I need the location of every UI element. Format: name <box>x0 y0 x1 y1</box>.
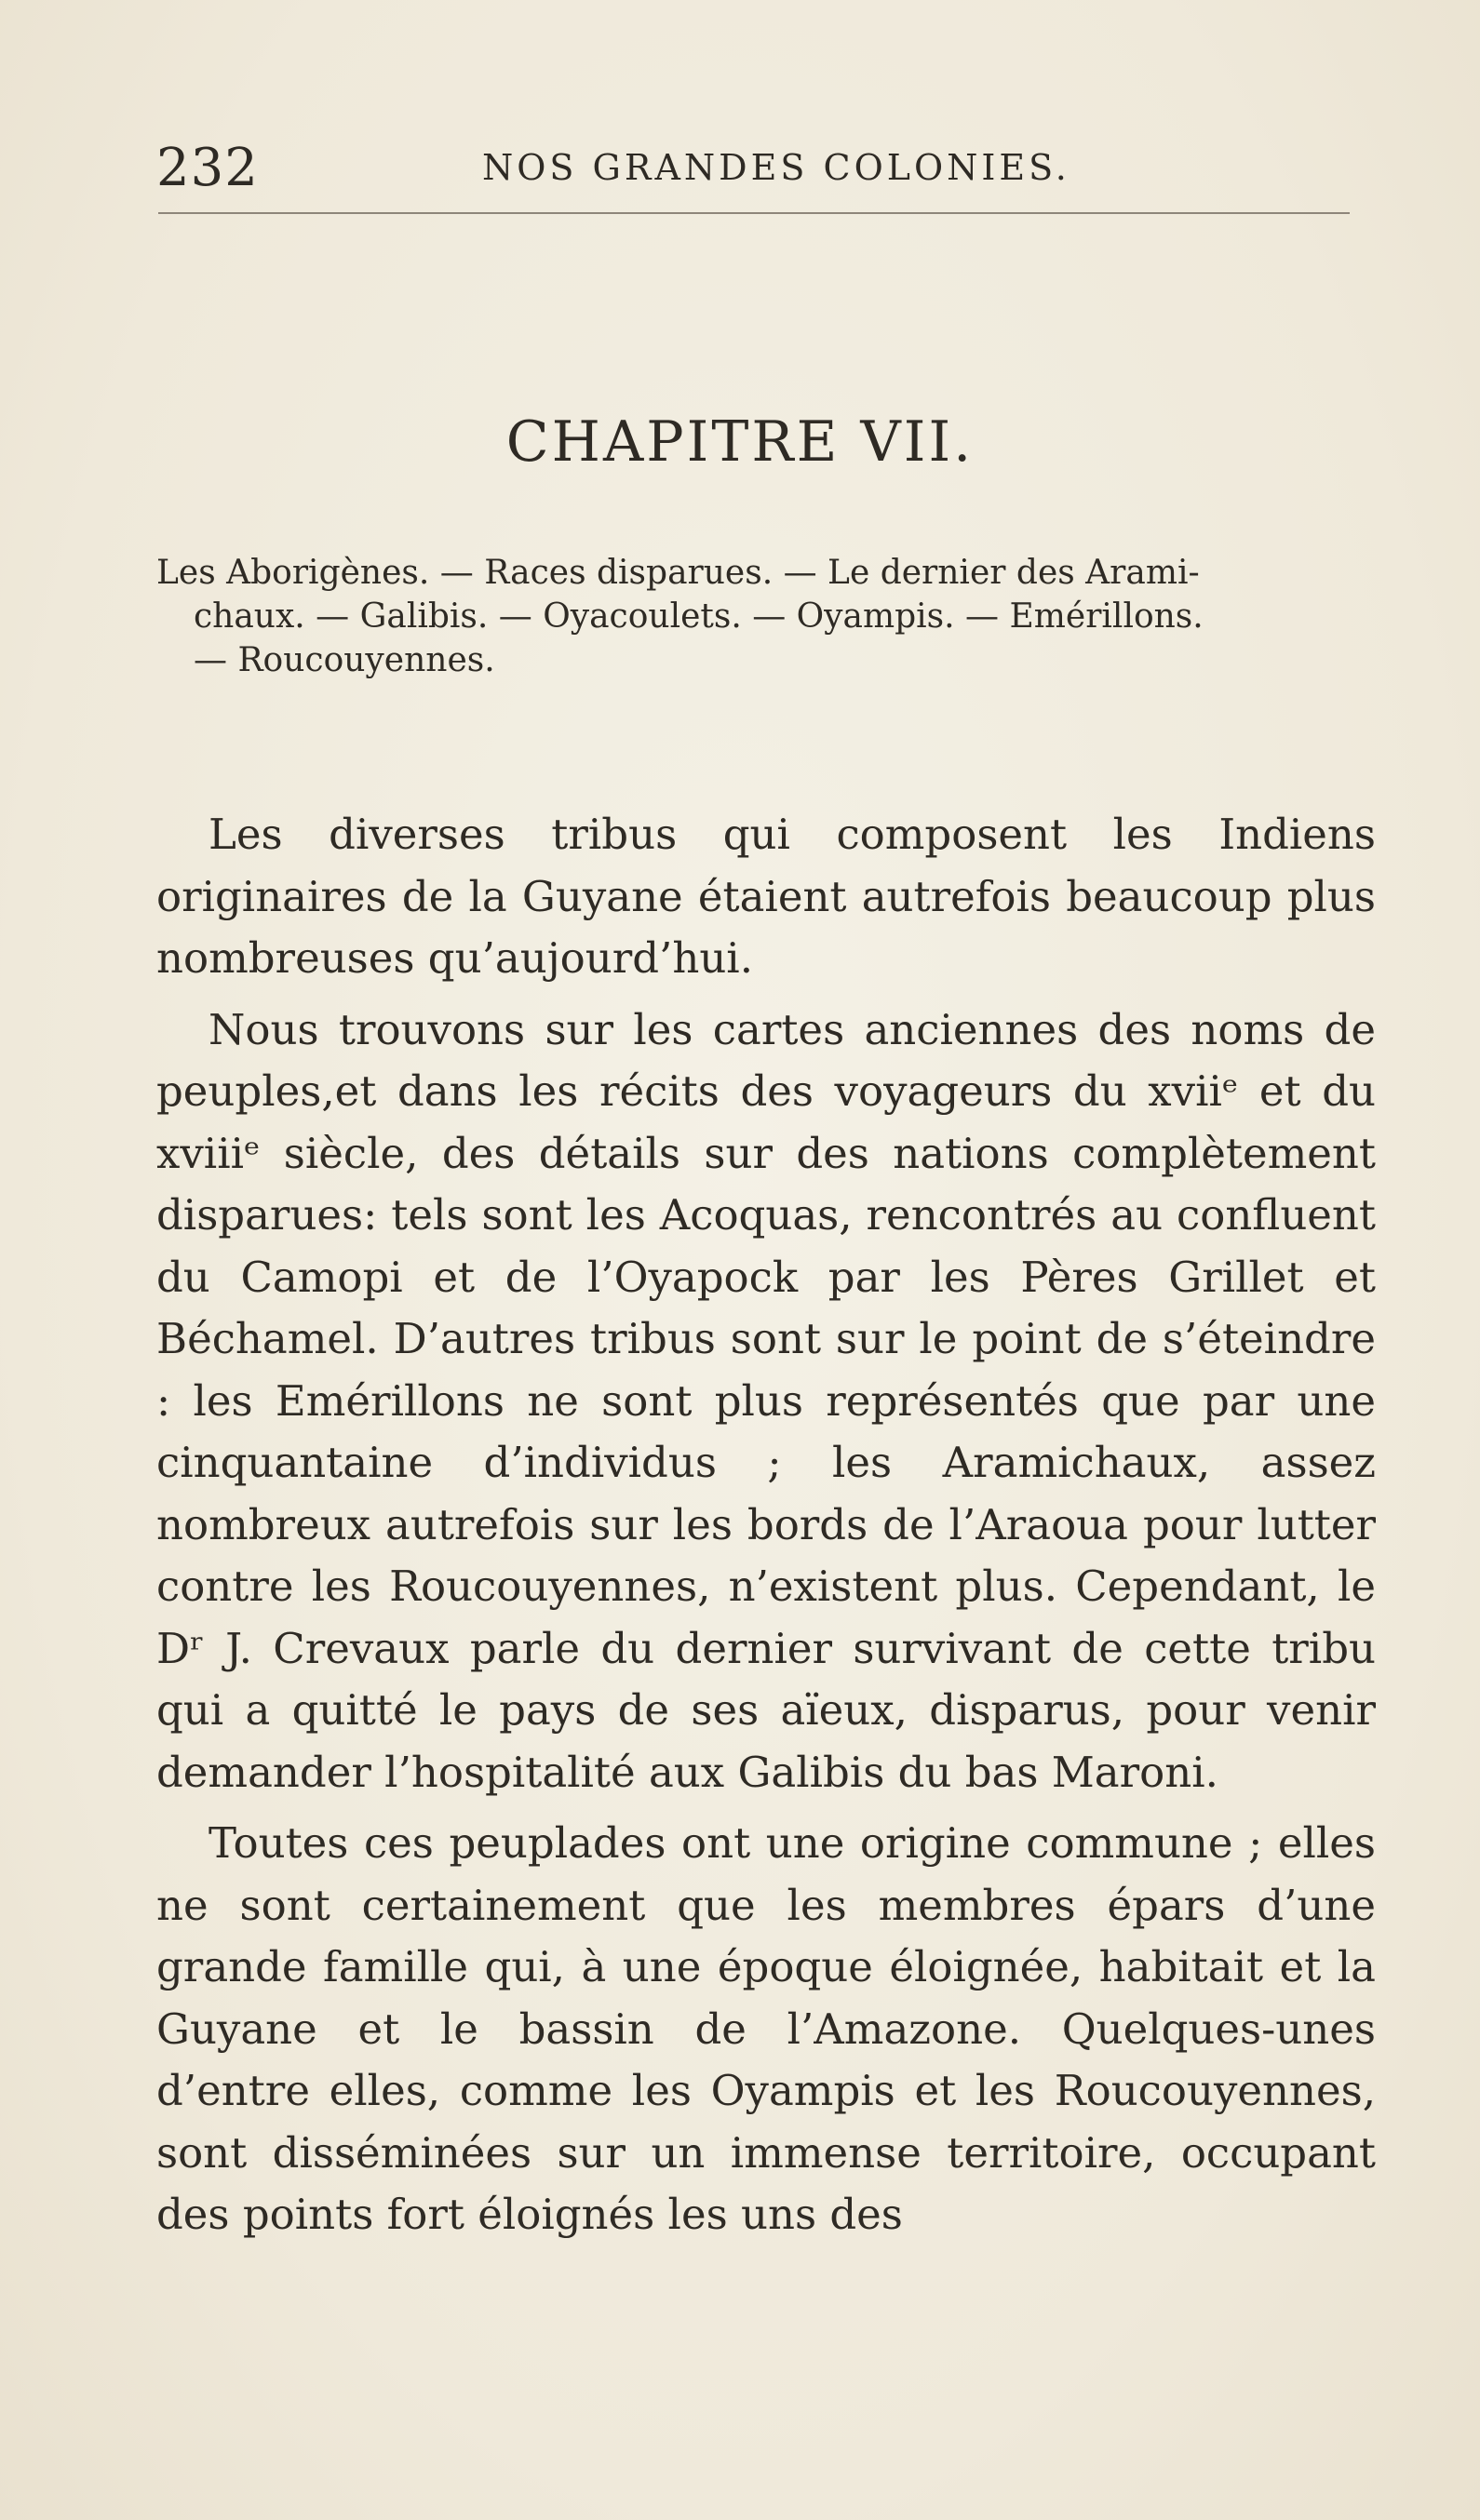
chapter-title: CHAPITRE VII. <box>505 409 975 475</box>
paragraph: Les diverses tribus qui composent les Indiens originaires de la Guyane étaient autrefois beaucoup plus nombreuses qu’aujourd’hui. <box>156 810 1376 983</box>
paragraph: Nous trouvons sur les cartes anciennes des noms de peuples,et dans les récits des voyageurs du xviiᵉ et du xviiiᵉ siècle, des détails sur des nations complètement disparues: tels sont les Acoquas, rencontrés au confluent du Camopi et de l’Oyapock par les Pères Grillet et Béchamel. D’autres tribus sont sur le point de s’éteindre : les Emérillons ne sont plus représentés que par une cinquantaine d’individus ; les Aramichaux, assez nombreux autrefois sur les bords de l’Araoua pour lutter contre les Roucouyennes, n’existent plus. Cependant, le Dʳ J. Crevaux parle du dernier survivant de cette tribu qui a quitté le pays de ses aïeux, disparus, pour venir demander l’hospitalité aux Galibis du bas Maroni. <box>156 1004 1376 1797</box>
summary-line: chaux. — Galibis. — Oyacoulets. — Oyampis. — Emérillons. <box>194 597 1204 636</box>
body-text <box>156 804 1376 2256</box>
summary-line: Les Aborigènes. — Races disparues. — Le dernier des Arami- <box>156 554 1200 592</box>
running-title: NOS GRANDES COLONIES. <box>482 147 1070 188</box>
paragraph: Toutes ces peuplades ont une origine commune ; elles ne sont certainement que les membres épars d’une grande famille qui, à une époque éloignée, habitait et la Guyane et le bassin de l’Amazone. Quelques-unes d’entre elles, comme les Oyampis et les Roucouyennes, sont disséminées sur un immense territoire, occupant des points fort éloignés les uns des <box>156 1818 1376 2239</box>
page-number: 232 <box>156 138 259 198</box>
chapter-summary <box>156 551 1376 682</box>
page-header <box>156 138 1329 198</box>
summary-line: — Roucouyennes. <box>194 641 495 679</box>
header-rule <box>158 212 1350 214</box>
